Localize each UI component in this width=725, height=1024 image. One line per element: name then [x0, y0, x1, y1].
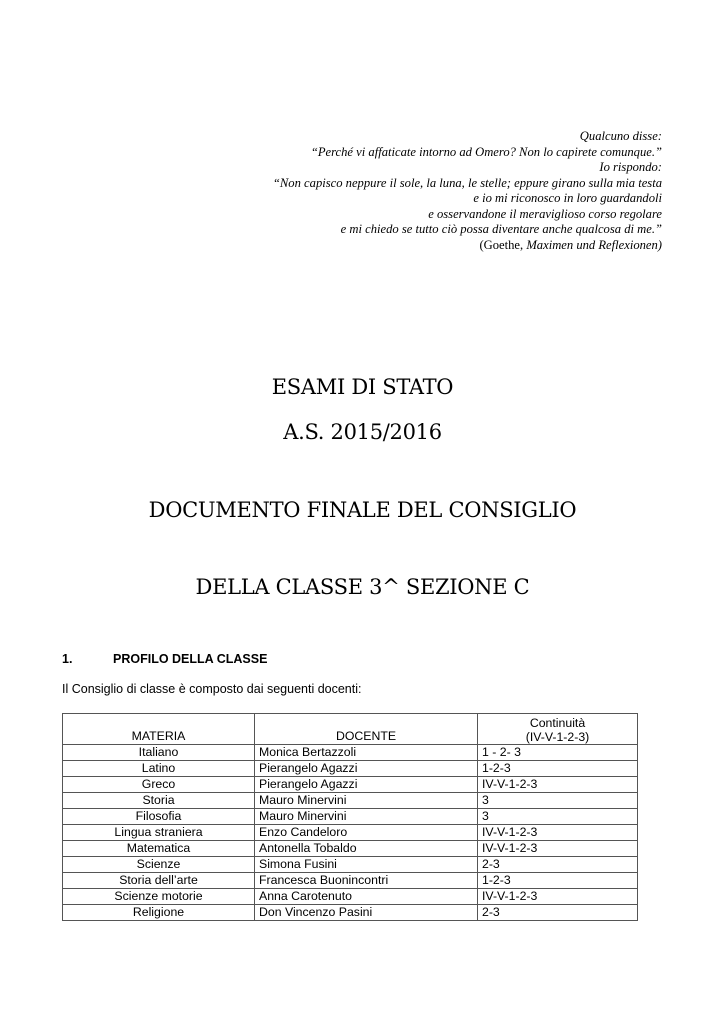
cell-continuita: IV-V-1-2-3 [478, 777, 638, 793]
header-continuita [478, 714, 638, 745]
quote-attribution [273, 238, 662, 254]
cell-materia: Religione [63, 905, 255, 921]
header-docente: DOCENTE [255, 714, 478, 745]
title-documento: DOCUMENTO FINALE DEL CONSIGLIO [148, 498, 577, 522]
table-row [63, 809, 638, 825]
cell-materia: Greco [63, 777, 255, 793]
table-row [63, 745, 638, 761]
cell-continuita: 1-2-3 [478, 873, 638, 889]
section-heading [62, 652, 267, 666]
title-esami: ESAMI DI STATO [271, 375, 454, 399]
cell-docente: Pierangelo Agazzi [255, 761, 478, 777]
cell-continuita: 1-2-3 [478, 761, 638, 777]
cell-materia: Filosofia [63, 809, 255, 825]
cell-continuita: 2-3 [478, 905, 638, 921]
quote-line: “Perché vi affaticate intorno ad Omero? Non lo capirete comunque.” [310, 144, 662, 159]
cell-materia: Matematica [63, 841, 255, 857]
quote-line: “Non capisco neppure il sole, la luna, le stelle; eppure girano sulla mia testa [272, 175, 662, 190]
table-header-row [63, 714, 638, 745]
section-title: PROFILO DELLA CLASSE [113, 652, 268, 666]
table-row [63, 825, 638, 841]
cell-continuita: 2-3 [478, 857, 638, 873]
cell-docente: Anna Carotenuto [255, 889, 478, 905]
cell-docente: Mauro Minervini [255, 793, 478, 809]
cell-materia: Italiano [63, 745, 255, 761]
epigraph-quote [273, 129, 662, 253]
cell-materia: Storia dell’arte [63, 873, 255, 889]
cell-docente: Mauro Minervini [255, 809, 478, 825]
quote-line: e osservandone il meraviglioso corso regolare [428, 206, 662, 221]
table-row [63, 793, 638, 809]
cell-continuita: IV-V-1-2-3 [478, 841, 638, 857]
title-classe: DELLA CLASSE 3^ SEZIONE C [195, 575, 530, 599]
quote-line: e io mi riconosco in loro guardandoli [473, 191, 662, 205]
header-continuita-label: Continuità [529, 716, 586, 730]
table-row [63, 777, 638, 793]
cell-materia: Lingua straniera [63, 825, 255, 841]
quote-line: Qualcuno disse: [579, 129, 662, 143]
cell-docente: Antonella Tobaldo [255, 841, 478, 857]
table-row [63, 905, 638, 921]
cell-docente: Enzo Candeloro [255, 825, 478, 841]
attribution-work: Maximen und Reflexionen) [526, 237, 662, 252]
cell-continuita: 3 [478, 809, 638, 825]
cell-continuita: 3 [478, 793, 638, 809]
cell-materia: Latino [63, 761, 255, 777]
table-row [63, 841, 638, 857]
quote-line: e mi chiedo se tutto ciò possa diventare anche qualcosa di me.” [340, 222, 662, 236]
cell-materia: Scienze motorie [63, 889, 255, 905]
cell-continuita: 1 - 2- 3 [478, 745, 638, 761]
cell-docente: Don Vincenzo Pasini [255, 905, 478, 921]
cell-docente: Francesca Buonincontri [255, 873, 478, 889]
attribution-author: (Goethe, [479, 237, 527, 252]
cell-continuita: IV-V-1-2-3 [478, 889, 638, 905]
cell-docente: Simona Fusini [255, 857, 478, 873]
table-row [63, 761, 638, 777]
cell-docente: Pierangelo Agazzi [255, 777, 478, 793]
table-row [63, 857, 638, 873]
table-row [63, 873, 638, 889]
quote-line: Io rispondo: [599, 160, 662, 174]
title-anno: A.S. 2015/2016 [283, 420, 442, 444]
table-row [63, 889, 638, 905]
cell-continuita: IV-V-1-2-3 [478, 825, 638, 841]
teachers-table [62, 713, 638, 921]
intro-text: Il Consiglio di classe è composto dai seguenti docenti: [62, 682, 362, 696]
cell-materia: Storia [63, 793, 255, 809]
header-continuita-sub: (IV-V-1-2-3) [525, 730, 590, 744]
cell-docente: Monica Bertazzoli [255, 745, 478, 761]
cell-materia: Scienze [63, 857, 255, 873]
header-materia: MATERIA [63, 714, 255, 745]
section-number: 1. [62, 652, 73, 666]
